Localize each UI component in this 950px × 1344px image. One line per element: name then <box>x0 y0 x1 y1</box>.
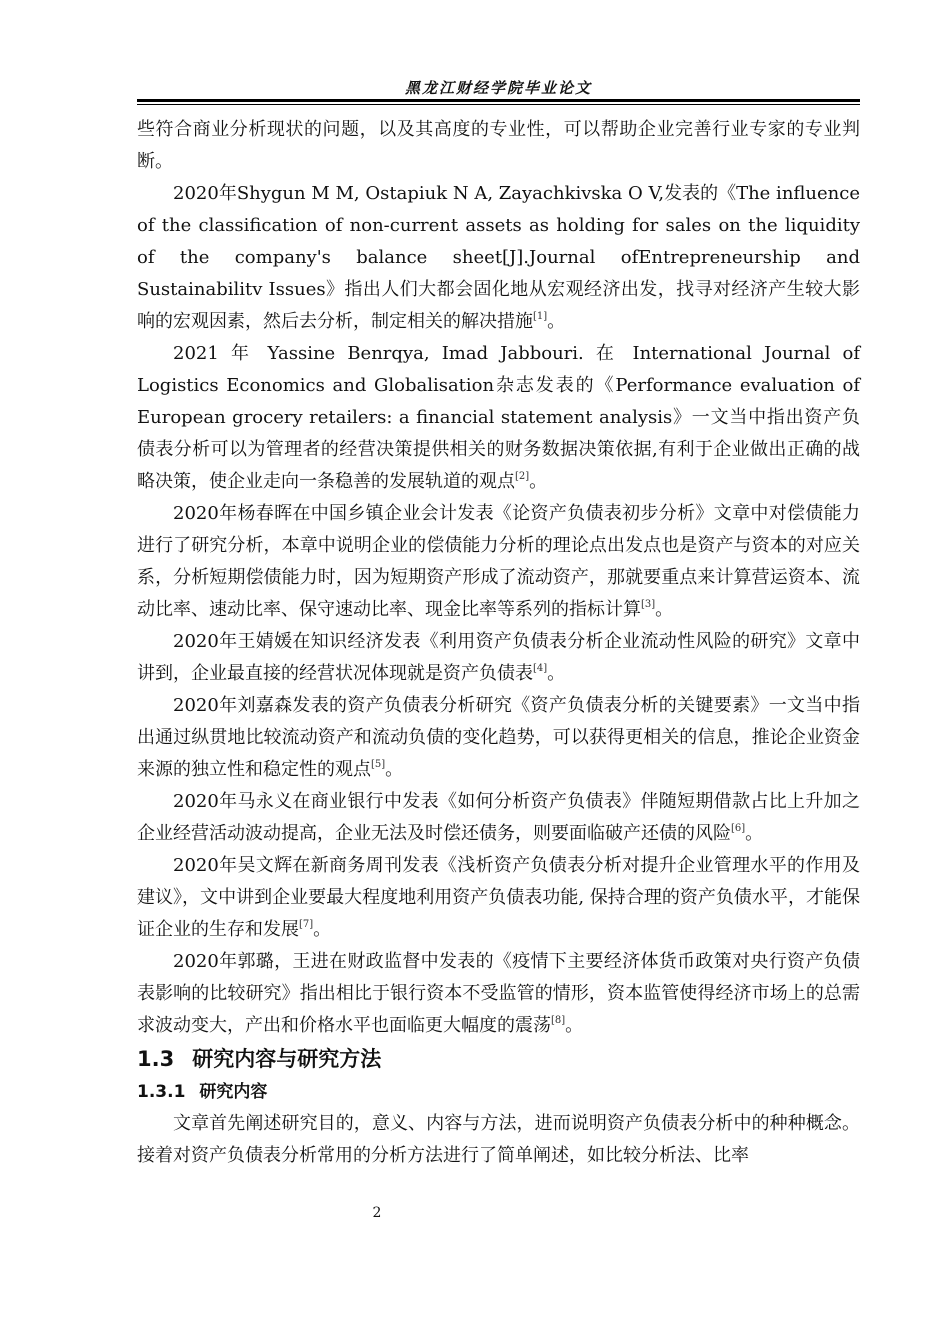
paragraph-text: 2020年王婧媛在知识经济发表《利用资产负债表分析企业流动性风险的研究》文章中讲到，企业最直接的经营状况体现就是资产负债表 <box>137 631 860 684</box>
header-rule-thin <box>137 104 860 105</box>
paragraph-yang <box>137 498 860 626</box>
paragraph-end: 。 <box>529 471 548 492</box>
paragraph-benrqya <box>137 338 860 498</box>
paragraph-text: 2020年Shygun M M, Ostapiuk N A, Zayachkivska O V,发表的《The influence of the classification of non-current assets as holding for sales on the liquidity of the company's balance sheet[J].Journal ofEntrepreneurship and Sustainabilitv Issues》指出人们大都会固化地从宏观经济出发，找寻对经济产生较大影响的宏观因素，然后去分析，制定相关的解决措施 <box>137 183 860 332</box>
running-header: 黑龙江财经学院毕业论文 <box>404 79 592 97</box>
paragraph-end: 。 <box>547 311 566 332</box>
header-rule-thick <box>137 99 860 102</box>
section-heading <box>137 1042 860 1076</box>
citation-ref: [2] <box>515 471 530 482</box>
paragraph-research-content <box>137 1108 860 1172</box>
citation-ref: [8] <box>551 1015 566 1026</box>
citation-ref: [4] <box>533 663 548 674</box>
paragraph-text: 2020年杨春晖在中国乡镇企业会计发表《论资产负债表初步分析》文章中对偿债能力进行了研究分析，本章中说明企业的偿债能力分析的理论点出发点也是资产与资本的对应关系，分析短期偿债能力时，因为短期资产形成了流动资产，那就要重点来计算营运资本、流动比率、速动比率、保守速动比率、现金比率等系列的指标计算 <box>137 503 860 620</box>
paragraph-text: 2020年吴文辉在新商务周刊发表《浅析资产负债表分析对提升企业管理水平的作用及建议》，文中讲到企业要最大程度地利用资产负债表功能, 保持合理的资产负债水平，才能保证企业的生存和发展 <box>137 855 860 940</box>
paragraph-liu <box>137 690 860 786</box>
paragraph-end: 。 <box>547 663 566 684</box>
paragraph-text: 2021 年 Yassine Benrqya, Imad Jabbouri. 在 International Journal of Logistics Economics and Globalisation杂志发表的《Performance evaluation of European grocery retailers: a financial statement analysis》一文当中指出资产负债表分析可以为管理者的经营决策提供相关的财务数据决策依据,有利于企业做出正确的战略决策，使企业走向一条稳善的发展轨道的观点 <box>137 343 860 492</box>
paragraph-wu <box>137 850 860 946</box>
citation-ref: [5] <box>371 759 386 770</box>
paragraph-text: 2020年郭璐，王进在财政监督中发表的《疫情下主要经济体货币政策对央行资产负债表影响的比较研究》指出相比于银行资本不受监管的情形，资本监管使得经济市场上的总需求波动变大，产出和价格水平也面临更大幅度的震荡 <box>137 951 860 1036</box>
paragraph-wang <box>137 626 860 690</box>
citation-ref: [3] <box>641 599 656 610</box>
section-number: 1.3 <box>137 1047 175 1071</box>
paragraph-end: 。 <box>565 1015 584 1036</box>
citation-ref: [1] <box>533 311 548 322</box>
paragraph-continued <box>137 114 860 178</box>
subsection-title: 研究内容 <box>199 1082 268 1102</box>
paragraph-shygun <box>137 178 860 338</box>
section-title: 研究内容与研究方法 <box>192 1047 382 1071</box>
page-body <box>137 114 860 1172</box>
subsection-number: 1.3.1 <box>137 1082 186 1102</box>
citation-ref: [7] <box>299 919 314 930</box>
subsection-heading <box>137 1076 860 1108</box>
paragraph-end: 。 <box>745 823 764 844</box>
paragraph-text: 些符合商业分析现状的问题，以及其高度的专业性，可以帮助企业完善行业专家的专业判断。 <box>137 119 860 172</box>
paragraph-end: 。 <box>313 919 332 940</box>
paragraph-text: 文章首先阐述研究目的，意义、内容与方法，进而说明资产负债表分析中的种种概念。接着对资产负债表分析常用的分析方法进行了简单阐述，如比较分析法、比率 <box>137 1113 860 1166</box>
paragraph-text: 2020年刘嘉森发表的资产负债表分析研究《资产负债表分析的关键要素》一文当中指出通过纵贯地比较流动资产和流动负债的变化趋势，可以获得更相关的信息，推论企业资金来源的独立性和稳定性的观点 <box>137 695 860 780</box>
paragraph-ma <box>137 786 860 850</box>
paragraph-end: 。 <box>655 599 674 620</box>
citation-ref: [6] <box>731 823 746 834</box>
paragraph-guo <box>137 946 860 1042</box>
page-number: 2 <box>372 1205 382 1221</box>
paragraph-text: 2020年马永义在商业银行中发表《如何分析资产负债表》伴随短期借款占比上升加之企业经营活动波动提高，企业无法及时偿还债务，则要面临破产还债的风险 <box>137 791 860 844</box>
paragraph-end: 。 <box>385 759 404 780</box>
